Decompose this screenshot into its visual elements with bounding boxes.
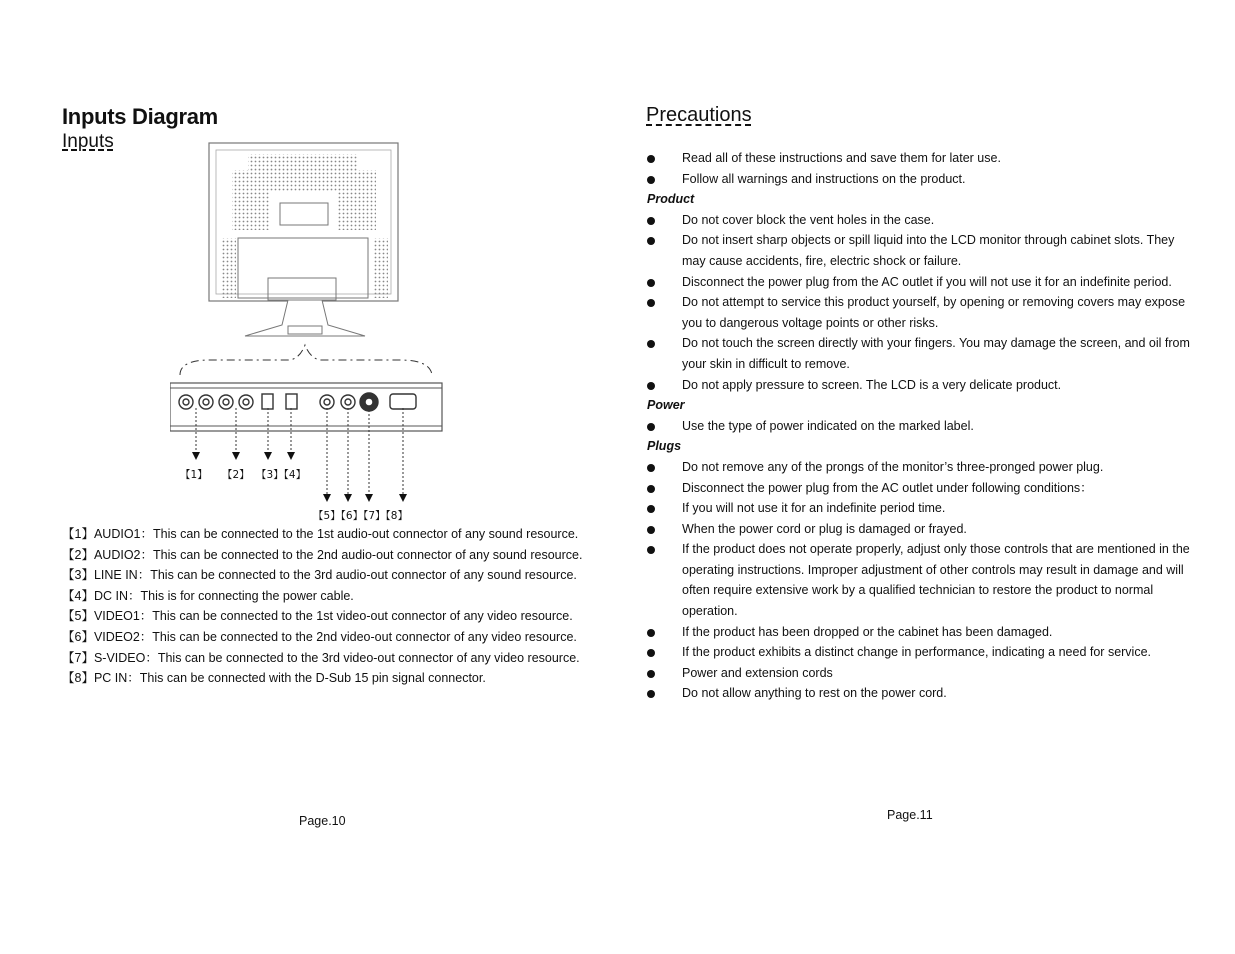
list-item-continuation: you to dangerous voltage points or other risks. bbox=[682, 315, 939, 330]
bullet-icon bbox=[647, 237, 655, 245]
list-item: Power and extension cords bbox=[647, 663, 1187, 684]
list-item: Do not insert sharp objects or spill liquid into the LCD monitor through cabinet slots. They bbox=[647, 230, 1187, 251]
list-item: If the product has been dropped or the cabinet has been damaged. bbox=[647, 622, 1187, 643]
list-item: Do not cover block the vent holes in the case. bbox=[647, 210, 1187, 231]
section-title-inputs: Inputs bbox=[62, 131, 114, 152]
bullet-icon bbox=[647, 155, 655, 163]
description-video1: 【5】VIDEO1：This can be connected to the 1st video-out connector of any video resource. bbox=[62, 609, 573, 624]
bullet-icon bbox=[647, 382, 655, 390]
list-item: Do not remove any of the prongs of the monitor’s three-pronged power plug. bbox=[647, 457, 1187, 478]
list-item: Follow all warnings and instructions on the product. bbox=[647, 169, 1187, 190]
description-s-video: 【7】S-VIDEO：This can be connected to the 3rd video-out connector of any video resource. bbox=[62, 650, 580, 665]
description-audio2: 【2】AUDIO2：This can be connected to the 2nd audio-out connector of any sound resource. bbox=[62, 547, 583, 562]
description-video2: 【6】VIDEO2：This can be connected to the 2nd video-out connector of any video resource. bbox=[62, 629, 577, 644]
subsection-title-plugs: Plugs bbox=[647, 439, 682, 454]
bullet-icon bbox=[647, 485, 655, 493]
list-item-continuation: operation. bbox=[682, 604, 738, 619]
bullet-icon bbox=[647, 176, 655, 184]
precautions-list bbox=[647, 148, 1190, 704]
description-line-in: 【3】LINE IN：This can be connected to the 3rd audio-out connector of any sound resource. bbox=[62, 568, 577, 583]
connector-marker-2: 【2】 bbox=[222, 469, 250, 481]
list-item: Disconnect the power plug from the AC outlet under following conditions： bbox=[647, 478, 1187, 499]
description-pc-in: 【8】PC IN：This can be connected with the D-Sub 15 pin signal connector. bbox=[62, 671, 486, 686]
bullet-icon bbox=[647, 299, 655, 307]
subsection-title-power: Power bbox=[647, 398, 685, 413]
bullet-icon bbox=[647, 340, 655, 348]
bullet-icon bbox=[647, 464, 655, 472]
connector-marker-3-4: 【3】【4】 bbox=[256, 469, 307, 481]
list-item-continuation: may cause accidents, fire, electric shock or failure. bbox=[682, 253, 962, 268]
list-item-continuation: your skin in difficult to remove. bbox=[682, 356, 850, 371]
list-item: Do not attempt to service this product yourself, by opening or removing covers may expose bbox=[647, 292, 1187, 313]
bullet-icon bbox=[647, 649, 655, 657]
monitor-back-illustration bbox=[209, 143, 398, 336]
connector-marker-1: 【1】 bbox=[180, 469, 208, 481]
list-item: Use the type of power indicated on the marked label. bbox=[647, 416, 1187, 437]
description-dc-in: 【4】DC IN：This is for connecting the power cable. bbox=[62, 588, 354, 603]
page-number-left: Page.10 bbox=[299, 814, 346, 828]
list-item: When the power cord or plug is damaged or frayed. bbox=[647, 519, 1187, 540]
list-item: Read all of these instructions and save them for later use. bbox=[647, 148, 1187, 169]
list-item: Do not touch the screen directly with your fingers. You may damage the screen, and oil from bbox=[647, 333, 1187, 354]
bullet-icon bbox=[647, 670, 655, 678]
precautions-title: Precautions bbox=[646, 104, 752, 126]
list-item: If you will not use it for an indefinite period time. bbox=[647, 498, 1187, 519]
bullet-icon bbox=[647, 690, 655, 698]
page-title: Inputs Diagram bbox=[62, 104, 218, 129]
monitor-rear-diagram bbox=[170, 140, 445, 510]
bullet-icon bbox=[647, 217, 655, 225]
list-item: Do not allow anything to rest on the power cord. bbox=[647, 683, 1187, 704]
subsection-title-product: Product bbox=[647, 192, 695, 207]
list-item: If the product exhibits a distinct change in performance, indicating a need for service. bbox=[647, 642, 1187, 663]
bullet-icon bbox=[647, 629, 655, 637]
description-audio1: 【1】AUDIO1：This can be connected to the 1st audio-out connector of any sound resource. bbox=[62, 527, 579, 541]
bullet-icon bbox=[647, 546, 655, 554]
list-item: Do not apply pressure to screen. The LCD is a very delicate product. bbox=[647, 375, 1187, 396]
list-item-continuation: operating instructions. Improper adjustment of other controls may result in damage and will bbox=[682, 562, 1184, 577]
bullet-icon bbox=[647, 526, 655, 534]
bullet-icon bbox=[647, 505, 655, 513]
page-number-right: Page.11 bbox=[887, 808, 933, 822]
bullet-icon bbox=[647, 279, 655, 287]
list-item-continuation: often require extensive work by a qualified technician to restore the product to normal bbox=[682, 583, 1154, 598]
list-item: Disconnect the power plug from the AC outlet if you will not use it for an indefinite period. bbox=[647, 272, 1187, 293]
list-item: If the product does not operate properly, adjust only those controls that are mentioned in the bbox=[647, 539, 1187, 560]
connector-marker-5-8: 【5】【6】【7】【8】 bbox=[313, 510, 408, 522]
bullet-icon bbox=[647, 423, 655, 431]
connector-descriptions bbox=[62, 524, 582, 689]
